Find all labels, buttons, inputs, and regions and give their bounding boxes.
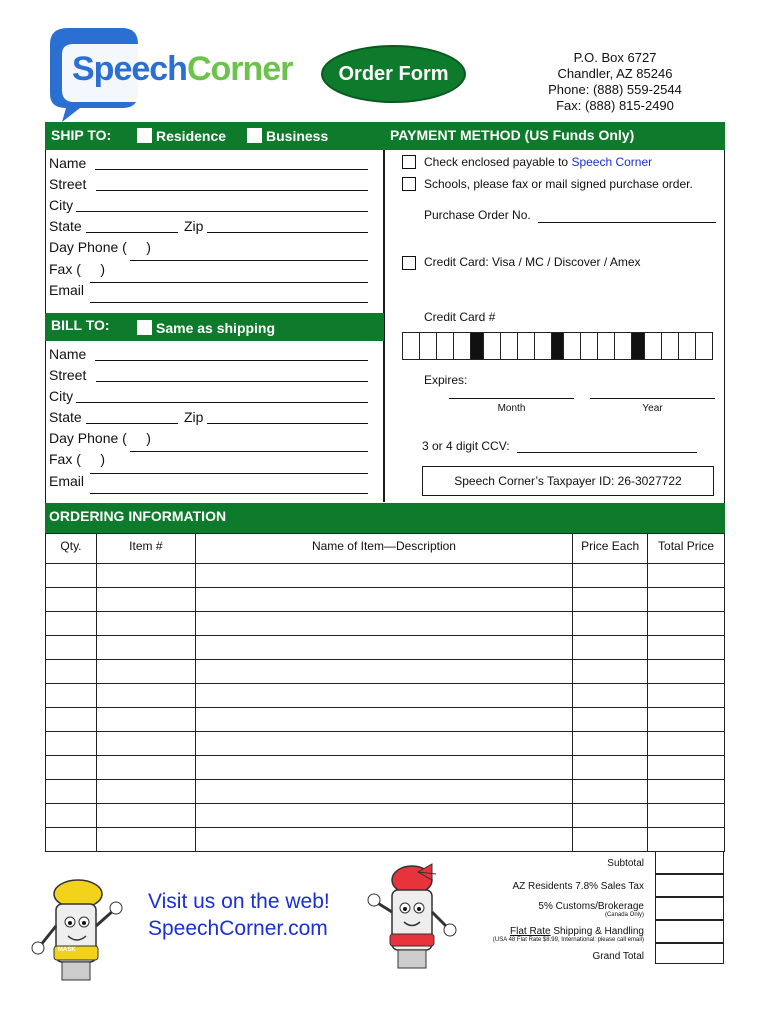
field-label: State — [49, 218, 82, 234]
check-option-label: Check enclosed payable to Speech Corner — [424, 155, 653, 169]
order-cell[interactable] — [573, 660, 648, 684]
title-oval — [321, 45, 466, 103]
month-field[interactable] — [449, 398, 574, 399]
business-option[interactable]: Business — [247, 128, 328, 144]
table-row — [46, 828, 725, 852]
customs-note: (Canada Only) — [604, 912, 644, 918]
logo: SpeechCorner — [42, 24, 312, 124]
order-cell[interactable] — [648, 756, 725, 780]
taxpayer-id-box — [422, 466, 714, 496]
mascot-yellow-icon — [30, 876, 126, 986]
field-label: Zip — [184, 218, 204, 234]
order-cell[interactable] — [96, 588, 195, 612]
cc-digit-box[interactable] — [598, 332, 615, 360]
address-line: Fax: (888) 815-2490 — [556, 98, 674, 113]
order-cell[interactable] — [96, 612, 195, 636]
order-cell[interactable] — [573, 612, 648, 636]
order-cell[interactable] — [648, 732, 725, 756]
zip-field[interactable] — [207, 423, 368, 424]
order-cell[interactable] — [195, 684, 572, 708]
order-cell[interactable] — [195, 564, 572, 588]
order-cell[interactable] — [573, 564, 648, 588]
order-cell[interactable] — [573, 636, 648, 660]
street-field[interactable] — [96, 190, 368, 191]
order-cell[interactable] — [46, 588, 97, 612]
subtotal-field[interactable] — [655, 851, 724, 874]
order-cell[interactable] — [648, 708, 725, 732]
field-label: Day Phone ( ) — [49, 430, 151, 446]
year-field[interactable] — [590, 398, 715, 399]
payment-header — [384, 122, 725, 150]
order-cell[interactable] — [46, 636, 97, 660]
table-row — [46, 804, 725, 828]
table-row — [46, 564, 725, 588]
order-cell[interactable] — [96, 732, 195, 756]
field-label: State — [49, 409, 82, 425]
shipping-label: Flat Rate Shipping & Handling — [510, 926, 644, 937]
cc-digit-box[interactable] — [420, 332, 437, 360]
po-label: Purchase Order No. — [424, 208, 531, 222]
table-row — [46, 756, 725, 780]
order-cell[interactable] — [573, 708, 648, 732]
subtotal-label: Subtotal — [607, 858, 644, 869]
customs-field[interactable] — [655, 897, 724, 920]
table-row — [46, 588, 725, 612]
order-cell[interactable] — [648, 636, 725, 660]
cc-digit-box[interactable] — [471, 332, 483, 360]
credit-card-label: Credit Card: Visa / MC / Discover / Amex — [424, 255, 641, 269]
mascot-badge-yellow: MASK — [58, 947, 76, 953]
order-cell[interactable] — [573, 804, 648, 828]
address-line: Phone: (888) 559-2544 — [548, 82, 682, 97]
table-row — [46, 612, 725, 636]
state-field[interactable] — [86, 423, 178, 424]
cc-number-label: Credit Card # — [424, 310, 496, 324]
cc-digit-box[interactable] — [615, 332, 632, 360]
column-header: Qty. — [46, 534, 97, 564]
bill-heading: BILL TO: — [51, 317, 110, 333]
taxpayer-id: Speech Corner’s Taxpayer ID: 26-3027722 — [454, 474, 682, 488]
order-cell[interactable] — [46, 612, 97, 636]
column-header: Price Each — [573, 534, 648, 564]
order-cell[interactable] — [648, 660, 725, 684]
order-cell[interactable] — [648, 564, 725, 588]
order-cell[interactable] — [195, 780, 572, 804]
order-cell[interactable] — [195, 708, 572, 732]
order-cell[interactable] — [648, 804, 725, 828]
order-cell[interactable] — [648, 780, 725, 804]
email-field[interactable] — [90, 302, 368, 303]
table-row — [46, 708, 725, 732]
order-cell[interactable] — [573, 732, 648, 756]
cc-digit-box[interactable] — [484, 332, 501, 360]
ccv-label: 3 or 4 digit CCV: — [422, 439, 510, 453]
bill-header — [45, 313, 384, 341]
order-cell[interactable] — [46, 780, 97, 804]
field-label: Zip — [184, 409, 204, 425]
field-label: City — [49, 197, 74, 213]
phone-field[interactable] — [130, 451, 368, 452]
street-field[interactable] — [96, 381, 368, 382]
field-label: Fax ( ) — [49, 451, 105, 467]
table-row — [46, 636, 725, 660]
cc-digit-box[interactable] — [581, 332, 598, 360]
column-header: Total Price — [648, 534, 725, 564]
order-cell[interactable] — [96, 804, 195, 828]
state-field[interactable] — [86, 232, 178, 233]
order-cell[interactable] — [46, 828, 97, 852]
residence-checkbox[interactable] — [137, 128, 152, 143]
grand-total-field[interactable] — [655, 943, 724, 964]
shipping-note: (USA 48 Flat Rate $8.99, International: please call email) — [492, 937, 644, 943]
order-cell[interactable] — [573, 828, 648, 852]
logo-text: Speech — [72, 50, 187, 88]
field-label: City — [49, 388, 74, 404]
order-cell[interactable] — [573, 780, 648, 804]
table-row — [46, 684, 725, 708]
same-as-shipping-option[interactable]: Same as shipping — [137, 320, 275, 336]
month-label: Month — [497, 403, 526, 414]
order-cell[interactable] — [195, 588, 572, 612]
order-cell[interactable] — [46, 804, 97, 828]
cc-digit-box[interactable] — [454, 332, 471, 360]
order-cell[interactable] — [46, 660, 97, 684]
field-label: Street — [49, 367, 87, 383]
order-cell[interactable] — [573, 756, 648, 780]
name-field[interactable] — [95, 169, 368, 170]
order-cell[interactable] — [96, 708, 195, 732]
column-header: Item # — [96, 534, 195, 564]
order-cell[interactable] — [648, 588, 725, 612]
shipping-field[interactable] — [655, 920, 724, 943]
cc-digit-box[interactable] — [437, 332, 454, 360]
cc-digit-box[interactable] — [501, 332, 518, 360]
schools-checkbox[interactable] — [402, 177, 416, 191]
cc-digit-box[interactable] — [679, 332, 696, 360]
schools-option-label: Schools, please fax or mail signed purchase order. — [424, 177, 693, 191]
fax-field[interactable] — [90, 282, 368, 283]
order-cell[interactable] — [46, 684, 97, 708]
order-cell[interactable] — [96, 660, 195, 684]
ordering-heading: ORDERING INFORMATION — [49, 508, 227, 524]
cc-digit-box[interactable] — [518, 332, 535, 360]
order-cell[interactable] — [96, 756, 195, 780]
cc-digit-box[interactable] — [535, 332, 552, 360]
order-cell[interactable] — [96, 684, 195, 708]
order-cell[interactable] — [573, 588, 648, 612]
fax-field[interactable] — [90, 473, 368, 474]
tax-label: AZ Residents 7.8% Sales Tax — [512, 881, 644, 892]
city-field[interactable] — [76, 211, 368, 212]
cc-number-boxes[interactable] — [402, 332, 713, 360]
table-row — [46, 780, 725, 804]
order-cell[interactable] — [195, 732, 572, 756]
ship-heading: SHIP TO: — [51, 127, 112, 143]
order-cell[interactable] — [573, 684, 648, 708]
table-row — [46, 732, 725, 756]
order-cell[interactable] — [96, 828, 195, 852]
order-cell[interactable] — [648, 828, 725, 852]
cc-digit-box[interactable] — [552, 332, 564, 360]
order-cell[interactable] — [46, 564, 97, 588]
website-link[interactable]: SpeechCorner.com — [148, 917, 328, 940]
name-field[interactable] — [95, 360, 368, 361]
tax-field[interactable] — [655, 874, 724, 897]
order-cell[interactable] — [195, 636, 572, 660]
divider — [383, 122, 385, 502]
mascot-red-icon — [366, 862, 458, 972]
business-checkbox[interactable] — [247, 128, 262, 143]
field-label: Street — [49, 176, 87, 192]
order-cell[interactable] — [195, 660, 572, 684]
order-table — [45, 533, 725, 852]
payment-heading: PAYMENT METHOD (US Funds Only) — [390, 127, 635, 143]
column-header: Name of Item—Description — [195, 534, 572, 564]
order-cell[interactable] — [195, 828, 572, 852]
order-cell[interactable] — [46, 708, 97, 732]
order-cell[interactable] — [96, 636, 195, 660]
field-label: Name — [49, 155, 87, 171]
order-cell[interactable] — [96, 780, 195, 804]
po-field[interactable] — [538, 222, 716, 223]
cc-digit-box[interactable] — [632, 332, 644, 360]
order-cell[interactable] — [46, 756, 97, 780]
promo-line: Visit us on the web! — [148, 890, 330, 913]
grand-total-label: Grand Total — [592, 951, 644, 962]
credit-card-checkbox[interactable] — [402, 256, 416, 270]
phone-field[interactable] — [130, 260, 368, 261]
zip-field[interactable] — [207, 232, 368, 233]
table-row — [46, 660, 725, 684]
ccv-field[interactable] — [517, 452, 697, 453]
order-cell[interactable] — [96, 564, 195, 588]
order-cell[interactable] — [195, 804, 572, 828]
order-cell[interactable] — [648, 612, 725, 636]
table-header-row — [46, 534, 725, 564]
ordering-header — [45, 503, 725, 533]
same-as-shipping-checkbox[interactable] — [137, 320, 152, 335]
order-cell[interactable] — [648, 684, 725, 708]
field-label: Name — [49, 346, 87, 362]
field-label: Day Phone ( ) — [49, 239, 151, 255]
cc-digit-box[interactable] — [402, 332, 420, 360]
address-line: P.O. Box 6727 — [573, 50, 657, 65]
cc-digit-box[interactable] — [645, 332, 662, 360]
email-field[interactable] — [90, 493, 368, 494]
city-field[interactable] — [76, 402, 368, 403]
order-cell[interactable] — [195, 612, 572, 636]
field-label: Email — [49, 473, 85, 489]
residence-option[interactable]: Residence — [137, 128, 226, 144]
customs-label: 5% Customs/Brokerage — [538, 901, 644, 912]
page-title: Order Form — [338, 62, 449, 85]
ship-header — [45, 122, 384, 150]
cc-digit-box[interactable] — [564, 332, 581, 360]
order-cell[interactable] — [195, 756, 572, 780]
field-label: Fax ( ) — [49, 261, 105, 277]
expires-label: Expires: — [424, 373, 468, 387]
order-cell[interactable] — [46, 732, 97, 756]
speech-corner-link: Speech Corner — [571, 155, 653, 169]
address-line: Chandler, AZ 85246 — [557, 66, 673, 81]
field-label: Email — [49, 282, 85, 298]
year-label: Year — [642, 403, 663, 414]
web-promo — [148, 888, 330, 942]
cc-digit-box[interactable] — [696, 332, 713, 360]
cc-digit-box[interactable] — [662, 332, 679, 360]
address-block — [520, 50, 710, 114]
check-checkbox[interactable] — [402, 155, 416, 169]
